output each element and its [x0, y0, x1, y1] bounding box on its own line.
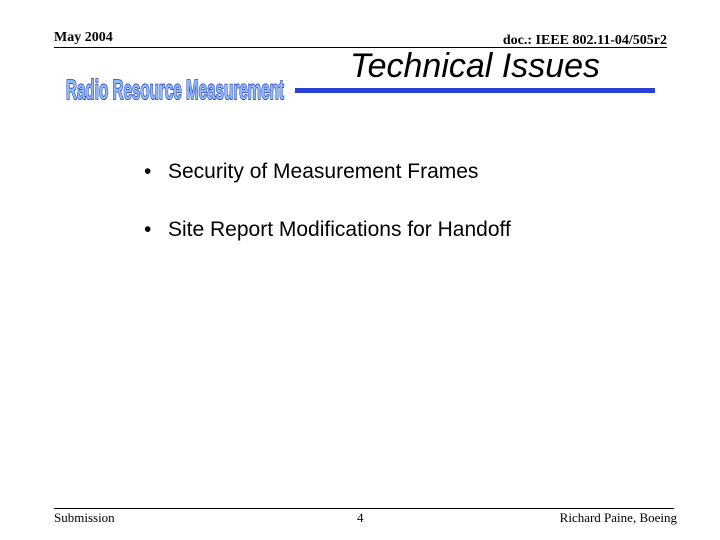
bullet-item — [144, 218, 511, 276]
svg-text:Radio Resource Measurement: Radio Resource Measurement — [66, 74, 284, 105]
bullet-list — [144, 160, 511, 276]
bullet-text: Security of Measurement Frames — [168, 160, 479, 183]
bullet-item — [144, 160, 511, 218]
footer-author: Richard Paine, Boeing — [559, 510, 677, 525]
bullet-icon: • — [144, 218, 152, 241]
radio-resource-measurement-logo — [64, 74, 286, 104]
header-date: May 2004 — [54, 30, 113, 45]
footer-submission: Submission — [54, 510, 115, 525]
title-underline — [295, 88, 655, 93]
bullet-text: Site Report Modifications for Handoff — [168, 218, 511, 241]
header-document-id: doc.: IEEE 802.11-04/505r2 — [502, 33, 667, 48]
page-number: 4 — [357, 510, 364, 525]
footer-divider — [54, 508, 674, 509]
bullet-icon: • — [144, 160, 152, 183]
slide-title: Technical Issues — [349, 47, 601, 85]
